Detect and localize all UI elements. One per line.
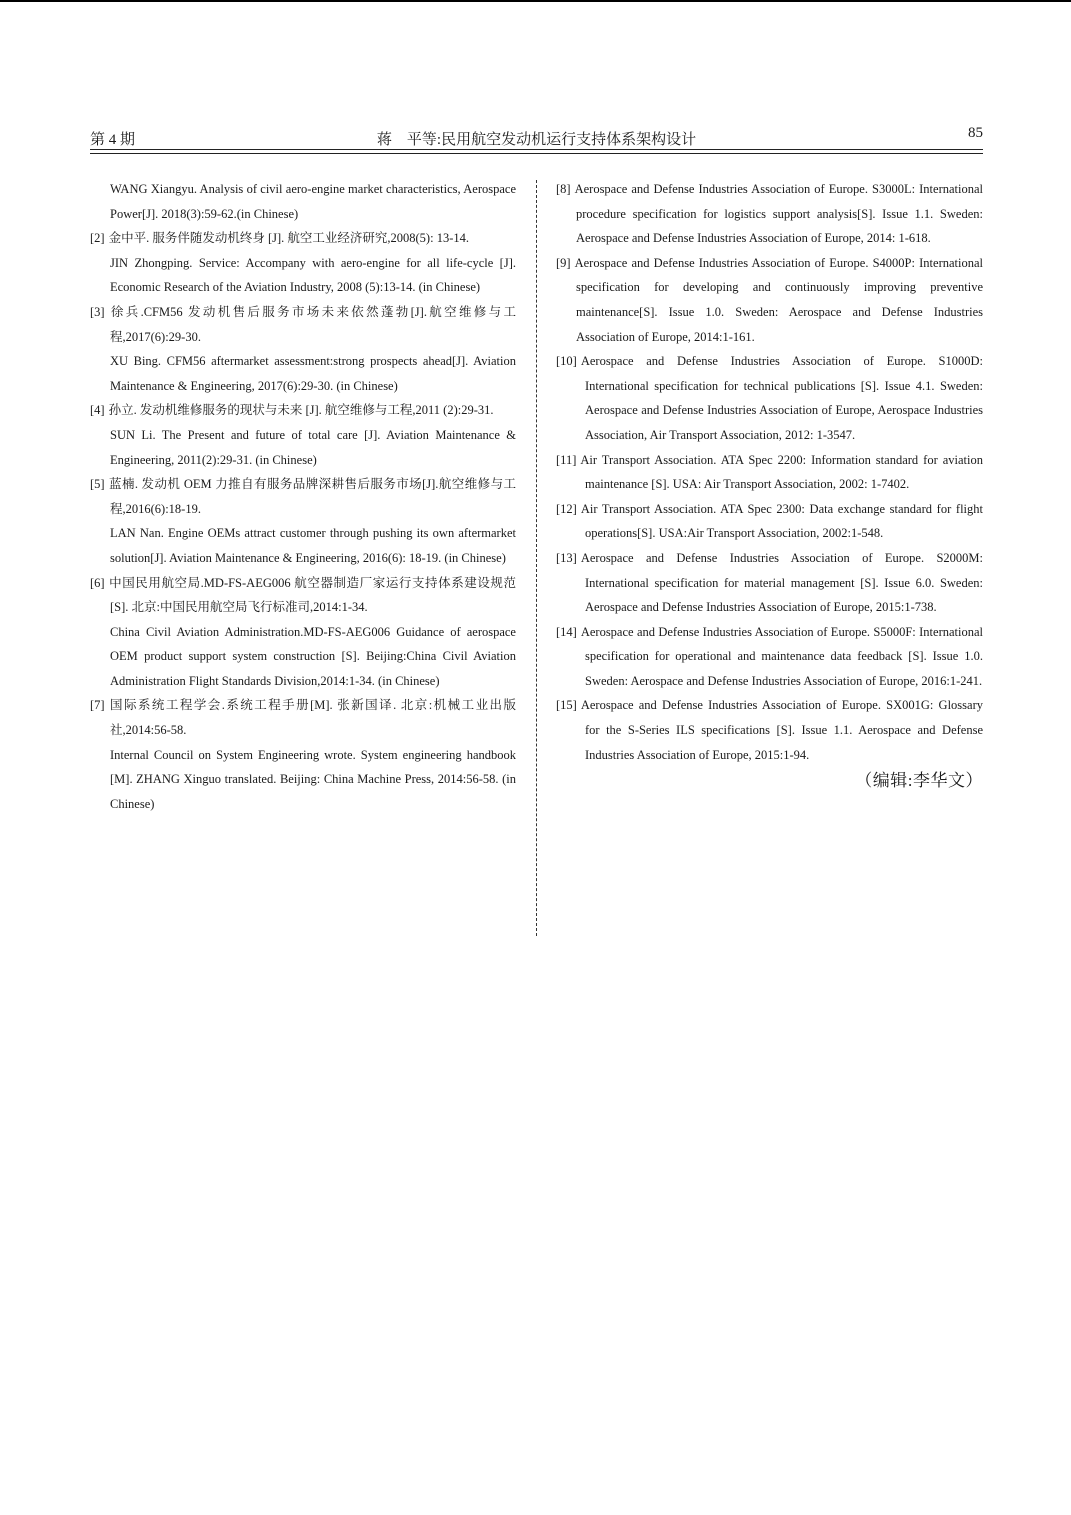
reference-number: [14] <box>556 624 577 639</box>
reference-entry <box>90 571 516 694</box>
reference-text: Air Transport Association. ATA Spec 2200: Information standard for aviation maintenance [S]. USA: Air Transport Association, 2002: 1-7402. <box>580 452 983 492</box>
reference-english: WANG Xiangyu. Analysis of civil aero-engine market characteristics, Aerospace Power[J]. 2018(3):59-62.(in Chinese) <box>110 182 516 221</box>
column-divider <box>536 180 537 936</box>
reference-text: Aerospace and Defense Industries Association of Europe. S3000L: International procedure specification for logistics support analysis[S]. Issue 1.1. Sweden: Aerospace and Defense Industries Association of Europe, 2014: 1-618. <box>574 182 983 246</box>
reference-number: [15] <box>556 698 577 713</box>
reference-number: [3] <box>90 304 105 319</box>
reference-english: XU Bing. CFM56 aftermarket assessment:strong prospects ahead[J]. Aviation Maintenance & Engineering, 2017(6):29-30. (in Chinese) <box>110 354 516 393</box>
reference-number: [9] <box>556 255 571 270</box>
running-header <box>90 124 983 148</box>
top-border-rule <box>0 0 1071 2</box>
reference-chinese: 孙立. 发动机维修服务的现状与未来 [J]. 航空维修与工程,2011 (2):29-31. <box>108 403 494 418</box>
reference-entry <box>556 546 983 620</box>
reference-number: [10] <box>556 354 577 369</box>
reference-number: [5] <box>90 477 105 492</box>
references-right-column <box>556 177 983 794</box>
reference-number: [11] <box>556 452 577 467</box>
reference-english: JIN Zhongping. Service: Accompany with aero-engine for all life-cycle [J]. Economic Research of the Aviation Industry, 2008 (5):13-14. (in Chinese) <box>110 255 516 295</box>
reference-entry <box>556 497 983 546</box>
reference-number: [2] <box>90 231 105 246</box>
reference-chinese: 中国民用航空局.MD-FS-AEG006 航空器制造厂家运行支持体系建设规范[S]. 北京:中国民用航空局飞行标准司,2014:1-34. <box>108 575 516 615</box>
reference-entry <box>90 693 516 816</box>
reference-text: Aerospace and Defense Industries Association of Europe. S2000M: International specification for material management [S]. Issue 6.0. Sweden: Aerospace and Defense Industries Association of Europe, 2015:1-738. <box>580 550 983 615</box>
reference-entry <box>556 448 983 497</box>
reference-number: [7] <box>90 698 105 713</box>
reference-entry <box>90 300 516 398</box>
running-title: 蒋 平等:民用航空发动机运行支持体系架构设计 <box>376 132 697 148</box>
page-number: 85 <box>968 125 983 141</box>
reference-number: [4] <box>90 403 105 418</box>
reference-entry <box>90 226 516 300</box>
reference-text: Aerospace and Defense Industries Association of Europe. S5000F: International specification for operational and maintenance data feedback [S]. Issue 1.0. Sweden: Aerospace and Defense Industries Association of Europe, 2016:1-241. <box>580 624 983 688</box>
reference-entry <box>556 693 983 767</box>
reference-chinese: 徐兵.CFM56 发动机售后服务市场未来依然蓬勃[J].航空维修与工程,2017(6):29-30. <box>108 304 516 344</box>
reference-entry <box>556 349 983 447</box>
issue-label: 第 4 期 <box>90 132 136 148</box>
header-rule-top <box>90 149 983 150</box>
reference-text: Air Transport Association. ATA Spec 2300: Data exchange standard for flight operations[S]. USA:Air Transport Association, 2002:1-548. <box>580 501 983 541</box>
reference-chinese: 国际系统工程学会.系统工程手册[M]. 张新国译. 北京:机械工业出版社,2014:56-58. <box>108 698 516 738</box>
reference-chinese: 蓝楠. 发动机 OEM 力推自有服务品牌深耕售后服务市场[J].航空维修与工程,2016(6):18-19. <box>108 477 516 516</box>
reference-english: China Civil Aviation Administration.MD-FS-AEG006 Guidance of aerospace OEM product support system construction [S]. Beijing:China Civil Aviation Administration Flight Standards Division,2014:1-34. (in Chinese) <box>110 624 516 688</box>
reference-number: [6] <box>90 575 105 590</box>
reference-entry <box>90 177 516 226</box>
reference-entry <box>90 398 516 472</box>
header-rule-bottom <box>90 153 983 154</box>
reference-entry <box>556 177 983 251</box>
references-left-column <box>90 177 516 816</box>
reference-english: Internal Council on System Engineering wrote. System engineering handbook [M]. ZHANG Xinguo translated. Beijing: China Machine Press, 2014:56-58. (in Chinese) <box>110 747 516 811</box>
reference-text: Aerospace and Defense Industries Association of Europe. S4000P: International specification for developing and continuously improving preventive maintenance[S]. Issue 1.0. Sweden: Aerospace and Defense Industries Association of Europe, 2014:1-161. <box>574 255 983 344</box>
reference-number: [13] <box>556 550 577 565</box>
reference-english: LAN Nan. Engine OEMs attract customer through pushing its own aftermarket solution[J]. Aviation Maintenance & Engineering, 2016(6): 18-19. (in Chinese) <box>110 526 516 565</box>
reference-chinese: 金中平. 服务伴随发动机终身 [J]. 航空工业经济研究,2008(5): 13-14. <box>108 231 469 246</box>
reference-english: SUN Li. The Present and future of total care [J]. Aviation Maintenance & Engineering, 2011(2):29-31. (in Chinese) <box>110 427 516 467</box>
editor-note: （编辑:李华文） <box>855 771 983 791</box>
reference-entry <box>556 620 983 694</box>
reference-text: Aerospace and Defense Industries Association of Europe. SX001G: Glossary for the S-Series ILS specifications [S]. Issue 1.1. Aerospace and Defense Industries Association of Europe, 2015:1-94. <box>580 698 983 762</box>
reference-entry <box>556 251 983 349</box>
reference-number: [12] <box>556 501 577 516</box>
reference-text: Aerospace and Defense Industries Association of Europe. S1000D: International specification for technical publications [S]. Issue 4.1. Sweden: Aerospace and Defense Industries Association of Europe, Aerospace Industries Association, Air Transport Association, 2012: 1-3547. <box>580 354 983 442</box>
reference-number: [8] <box>556 182 571 196</box>
reference-entry <box>90 472 516 570</box>
